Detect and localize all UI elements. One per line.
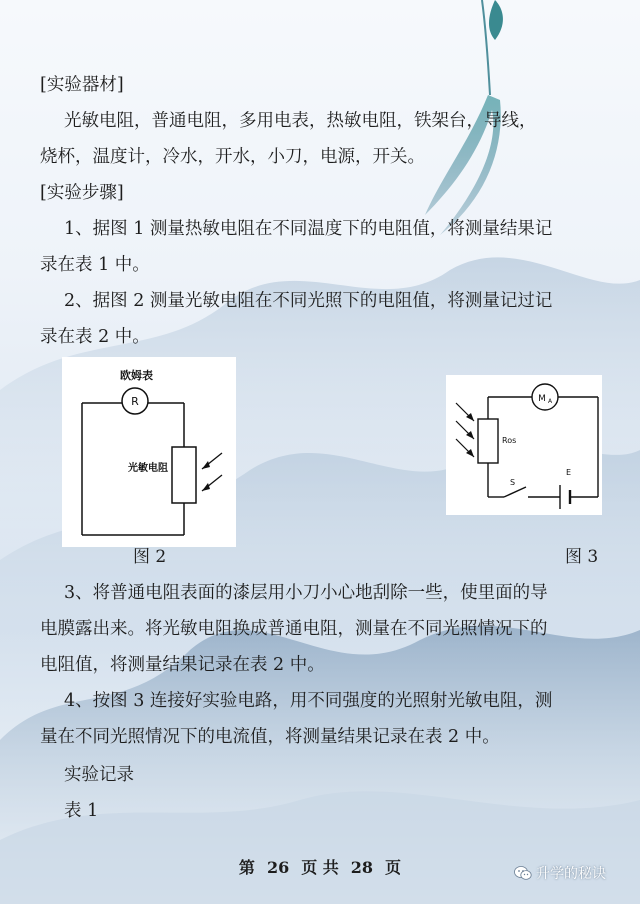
table-1-label: 表 1 (64, 801, 99, 821)
wechat-icon (514, 865, 532, 881)
watermark-text: 升学的秘诀 (536, 866, 606, 882)
footer-total-pages: 28 (350, 858, 374, 877)
materials-line-2: 烧杯，温度计，冷水，开水，小刀，电源，开关。 (40, 147, 425, 167)
switch-lever (504, 487, 526, 497)
photoresistor-label: Ros (502, 436, 517, 445)
footer-page-number: 26 (266, 858, 290, 877)
footer-suffix: 页 (385, 858, 402, 877)
footer-middle: 页 共 (301, 858, 339, 877)
ammeter-subscript: A (547, 398, 553, 405)
ammeter-letter: M (538, 394, 546, 404)
ohmmeter-letter: R (131, 395, 139, 408)
figure-2-circuit (62, 357, 236, 547)
figure-3-caption: 图 3 (565, 547, 599, 567)
materials-line-1: 光敏电阻，普通电阻，多用电表，热敏电阻，铁架台，导线， (64, 111, 537, 131)
step-2-line-1: 2、据图 2 测量光敏电阻在不同光照下的电阻值，将测量记过记 (64, 291, 553, 311)
ohmmeter-label: 欧姆表 (120, 369, 153, 382)
step-3-line-1: 3、将普通电阻表面的漆层用小刀小心地刮除一些，使里面的导 (64, 583, 548, 603)
footer-prefix: 第 (238, 858, 255, 877)
step-3-line-3: 电阻值，将测量结果记录在表 2 中。 (40, 655, 325, 675)
photoresistor-symbol (172, 447, 196, 503)
step-1-line-1: 1、据图 1 测量热敏电阻在不同温度下的电阻值，将测量结果记 (64, 219, 553, 239)
step-2-line-2: 录在表 2 中。 (40, 327, 150, 347)
steps-heading: [实验步骤] (40, 183, 124, 203)
step-4-line-1: 4、按图 3 连接好实验电路，用不同强度的光照射光敏电阻，测 (64, 691, 553, 711)
photoresistor-label: 光敏电阻 (128, 463, 168, 474)
photoresistor-symbol (478, 419, 498, 463)
step-1-line-2: 录在表 1 中。 (40, 255, 150, 275)
watermark (514, 863, 606, 883)
source-label: E (566, 468, 572, 477)
switch-label: S (510, 478, 516, 487)
figure-2-caption: 图 2 (133, 547, 167, 567)
figure-3-circuit (446, 375, 602, 515)
step-4-line-2: 量在不同光照情况下的电流值，将测量结果记录在表 2 中。 (40, 727, 500, 747)
record-heading: 实验记录 (64, 765, 134, 785)
materials-heading: [实验器材] (40, 75, 124, 95)
step-3-line-2: 电膜露出来。将光敏电阻换成普通电阻，测量在不同光照情况下的 (40, 619, 548, 639)
